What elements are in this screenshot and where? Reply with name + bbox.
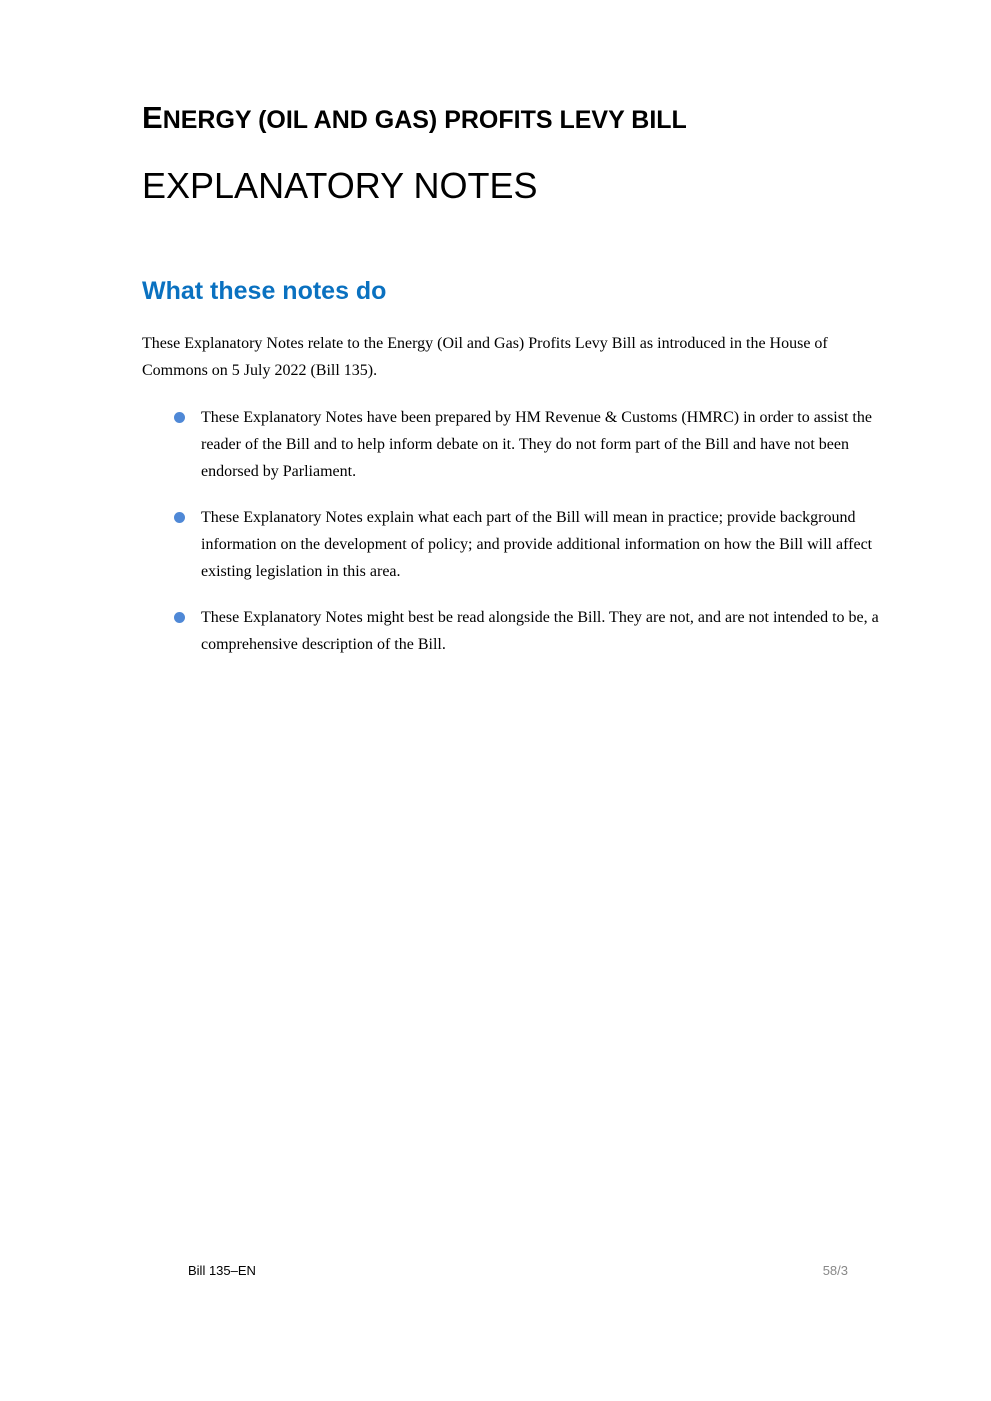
bullet-dot-icon	[174, 612, 185, 623]
bullet-dot-icon	[174, 512, 185, 523]
bullet-text: These Explanatory Notes might best be read alongside the Bill. They are not, and are not intended to be, a comprehensive description of the Bill.	[201, 609, 879, 653]
bullet-text: These Explanatory Notes have been prepared by HM Revenue & Customs (HMRC) in order to assist the reader of the Bill and to help inform debate on it. They do not form part of the Bill and have not been endorsed by Parliament.	[201, 409, 872, 480]
title-first-letter: E	[142, 100, 163, 135]
title-rest: NERGY (OIL AND GAS) PROFITS LEVY BILL	[162, 106, 687, 134]
footer-bill-number: Bill 135–EN	[188, 1263, 256, 1278]
bullet-list	[142, 404, 902, 677]
page-subtitle: EXPLANATORY NOTES	[142, 165, 538, 206]
footer-page-code: 58/3	[822, 1263, 848, 1278]
intro-paragraph: These Explanatory Notes relate to the Energy (Oil and Gas) Profits Levy Bill as introduced in the House of Commons on 5 July 2022 (Bill 135).	[142, 335, 828, 379]
bullet-item	[142, 404, 902, 485]
page-title	[142, 98, 687, 140]
bullet-text: These Explanatory Notes explain what each part of the Bill will mean in practice; provide background information on the development of policy; and provide additional information on how the Bill will affect existing legislation in this area.	[201, 509, 873, 580]
bullet-item	[142, 604, 902, 658]
bullet-item	[142, 504, 902, 585]
bullet-dot-icon	[174, 412, 185, 423]
section-heading: What these notes do	[142, 277, 387, 305]
